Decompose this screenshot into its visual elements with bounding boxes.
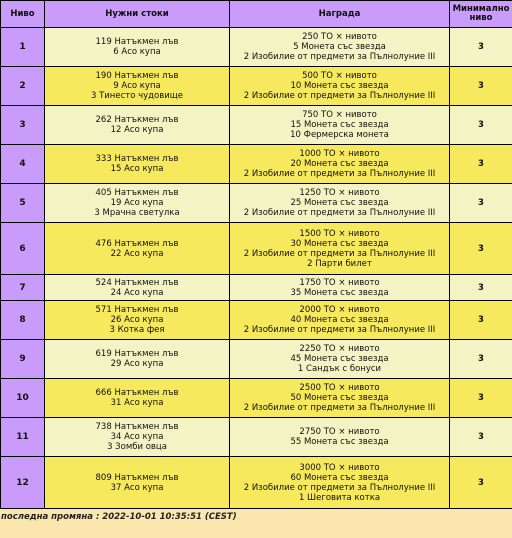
goods-cell bbox=[45, 418, 230, 457]
reward-line: 3000 ТО × нивото bbox=[299, 462, 380, 473]
reward-line: 250 ТО × нивото bbox=[302, 32, 377, 42]
goods-cell bbox=[45, 457, 230, 509]
reward-line: 50 Монета със звезда bbox=[290, 393, 389, 403]
goods-line: 24 Асо купа bbox=[110, 287, 164, 298]
goods-line: 29 Асо купа bbox=[110, 359, 164, 369]
goods-line: 22 Асо купа bbox=[110, 248, 164, 259]
reward-line: 10 Монета със звезда bbox=[290, 81, 389, 91]
level-cell: 12 bbox=[1, 457, 45, 509]
min-level-cell: 3 bbox=[450, 457, 512, 509]
goods-cell bbox=[45, 184, 230, 223]
table-row bbox=[1, 67, 512, 106]
level-cell: 7 bbox=[1, 275, 45, 301]
header-min-level-line: Минимално bbox=[452, 4, 510, 14]
reward-line: 750 ТО × нивото bbox=[302, 110, 377, 120]
min-level-cell: 3 bbox=[450, 145, 512, 184]
reward-line: 45 Монета със звезда bbox=[290, 354, 389, 364]
reward-line: 15 Монета със звезда bbox=[290, 120, 389, 130]
goods-line: 405 Натъкмен лъв bbox=[95, 188, 179, 198]
reward-line: 2 Парти билет bbox=[307, 258, 372, 269]
level-cell: 8 bbox=[1, 301, 45, 340]
reward-line: 20 Монета със звезда bbox=[290, 159, 389, 169]
reward-line: 2 Изобилие от предмети за Пълнолуние III bbox=[243, 52, 436, 62]
goods-cell bbox=[45, 275, 230, 301]
min-level-cell: 3 bbox=[450, 106, 512, 145]
header-level: Ниво bbox=[1, 1, 45, 28]
min-level-cell: 3 bbox=[450, 340, 512, 379]
reward-line: 2 Изобилие от предмети за Пълнолуние III bbox=[243, 169, 436, 179]
reward-line: 30 Монета със звезда bbox=[290, 238, 389, 249]
goods-line: 26 Асо купа bbox=[110, 315, 164, 325]
goods-cell bbox=[45, 67, 230, 106]
table-row bbox=[1, 457, 512, 509]
goods-line: 34 Асо купа bbox=[110, 432, 164, 442]
reward-line: 60 Монета със звезда bbox=[290, 472, 389, 483]
goods-line: 738 Натъкмен лъв bbox=[95, 422, 179, 432]
goods-line: 571 Натъкмен лъв bbox=[95, 305, 179, 315]
goods-line: 37 Асо купа bbox=[110, 482, 164, 493]
goods-cell bbox=[45, 379, 230, 418]
reward-line: 2 Изобилие от предмети за Пълнолуние III bbox=[243, 325, 436, 335]
goods-line: 6 Асо купа bbox=[113, 47, 161, 57]
table-row bbox=[1, 223, 512, 275]
reward-line: 2 Изобилие от предмети за Пълнолуние III bbox=[243, 91, 436, 101]
goods-line: 809 Натъкмен лъв bbox=[95, 472, 179, 483]
table-row bbox=[1, 379, 512, 418]
goods-line: 524 Натъкмен лъв bbox=[95, 277, 179, 288]
reward-line: 35 Монета със звезда bbox=[290, 287, 389, 298]
goods-line: 19 Асо купа bbox=[110, 198, 164, 208]
reward-line: 40 Монета със звезда bbox=[290, 315, 389, 325]
table-row bbox=[1, 275, 512, 301]
header-min-level-line: ниво bbox=[469, 13, 493, 23]
level-cell: 9 bbox=[1, 340, 45, 379]
reward-cell bbox=[230, 106, 450, 145]
goods-cell bbox=[45, 145, 230, 184]
level-cell: 11 bbox=[1, 418, 45, 457]
reward-line: 500 ТО × нивото bbox=[302, 71, 377, 81]
reward-cell bbox=[230, 223, 450, 275]
goods-cell bbox=[45, 106, 230, 145]
level-cell: 3 bbox=[1, 106, 45, 145]
min-level-cell: 3 bbox=[450, 301, 512, 340]
goods-line: 3 Котка фея bbox=[109, 325, 165, 335]
level-cell: 5 bbox=[1, 184, 45, 223]
table-row bbox=[1, 340, 512, 379]
level-cell: 6 bbox=[1, 223, 45, 275]
min-level-cell: 3 bbox=[450, 223, 512, 275]
goods-cell bbox=[45, 301, 230, 340]
reward-line: 1750 ТО × нивото bbox=[299, 277, 380, 288]
min-level-cell: 3 bbox=[450, 275, 512, 301]
reward-line: 5 Монета със звезда bbox=[293, 42, 386, 52]
min-level-cell: 3 bbox=[450, 184, 512, 223]
reward-cell bbox=[230, 379, 450, 418]
table-row bbox=[1, 301, 512, 340]
goods-line: 12 Асо купа bbox=[110, 125, 164, 135]
reward-cell bbox=[230, 301, 450, 340]
goods-line: 190 Натъкмен лъв bbox=[95, 71, 179, 81]
reward-line: 2 Изобилие от предмети за Пълнолуние III bbox=[243, 248, 436, 259]
reward-line: 2 Изобилие от предмети за Пълнолуние III bbox=[243, 403, 436, 413]
goods-cell bbox=[45, 223, 230, 275]
goods-line: 9 Асо купа bbox=[113, 81, 161, 91]
reward-line: 1 Сандък с бонуси bbox=[297, 364, 382, 374]
min-level-cell: 3 bbox=[450, 28, 512, 67]
reward-line: 1000 ТО × нивото bbox=[299, 149, 380, 159]
header-reward: Награда bbox=[230, 1, 450, 28]
goods-line: 15 Асо купа bbox=[110, 164, 164, 174]
goods-line: 31 Асо купа bbox=[110, 398, 164, 408]
header-goods: Нужни стоки bbox=[45, 1, 230, 28]
level-cell: 4 bbox=[1, 145, 45, 184]
reward-line: 2 Изобилие от предмети за Пълнолуние III bbox=[243, 482, 436, 493]
reward-line: 55 Монета със звезда bbox=[290, 437, 389, 447]
reward-cell bbox=[230, 184, 450, 223]
goods-line: 3 Тинесто чудовище bbox=[90, 91, 184, 101]
min-level-cell: 3 bbox=[450, 379, 512, 418]
reward-cell bbox=[230, 457, 450, 509]
level-cell: 2 bbox=[1, 67, 45, 106]
reward-line: 2250 ТО × нивото bbox=[299, 344, 380, 354]
reward-line: 1 Шеговита котка bbox=[298, 492, 381, 503]
table-row bbox=[1, 184, 512, 223]
reward-line: 1250 ТО × нивото bbox=[299, 188, 380, 198]
level-cell: 1 bbox=[1, 28, 45, 67]
goods-line: 3 Зомби овца bbox=[107, 442, 167, 452]
reward-line: 1500 ТО × нивото bbox=[299, 228, 380, 239]
goods-line: 262 Натъкмен лъв bbox=[95, 115, 179, 125]
goods-line: 666 Натъкмен лъв bbox=[95, 388, 179, 398]
goods-line: 3 Мрачна светулка bbox=[94, 208, 180, 218]
reward-line: 25 Монета със звезда bbox=[290, 198, 389, 208]
reward-cell bbox=[230, 28, 450, 67]
table-row bbox=[1, 145, 512, 184]
reward-cell bbox=[230, 275, 450, 301]
reward-line: 2500 ТО × нивото bbox=[299, 383, 380, 393]
goods-line: 476 Натъкмен лъв bbox=[95, 238, 179, 249]
min-level-cell: 3 bbox=[450, 67, 512, 106]
reward-cell bbox=[230, 340, 450, 379]
reward-line: 2750 ТО × нивото bbox=[299, 427, 380, 437]
reward-cell bbox=[230, 67, 450, 106]
reward-line: 2 Изобилие от предмети за Пълнолуние III bbox=[243, 208, 436, 218]
goods-line: 619 Натъкмен лъв bbox=[95, 349, 179, 359]
reward-cell bbox=[230, 145, 450, 184]
header-min-level bbox=[450, 1, 512, 28]
goods-cell bbox=[45, 28, 230, 67]
header-row bbox=[1, 1, 512, 28]
goods-line: 119 Натъкмен лъв bbox=[95, 37, 179, 47]
last-modified: последна промяна : 2022-10-01 10:35:51 (CEST) bbox=[1, 512, 237, 522]
reward-cell bbox=[230, 418, 450, 457]
table-row bbox=[1, 28, 512, 67]
goods-line: 333 Натъкмен лъв bbox=[95, 154, 179, 164]
table-row bbox=[1, 106, 512, 145]
level-cell: 10 bbox=[1, 379, 45, 418]
table-row bbox=[1, 418, 512, 457]
reward-line: 10 Фермерска монета bbox=[290, 130, 389, 140]
reward-line: 2000 ТО × нивото bbox=[299, 305, 380, 315]
min-level-cell: 3 bbox=[450, 418, 512, 457]
goods-cell bbox=[45, 340, 230, 379]
